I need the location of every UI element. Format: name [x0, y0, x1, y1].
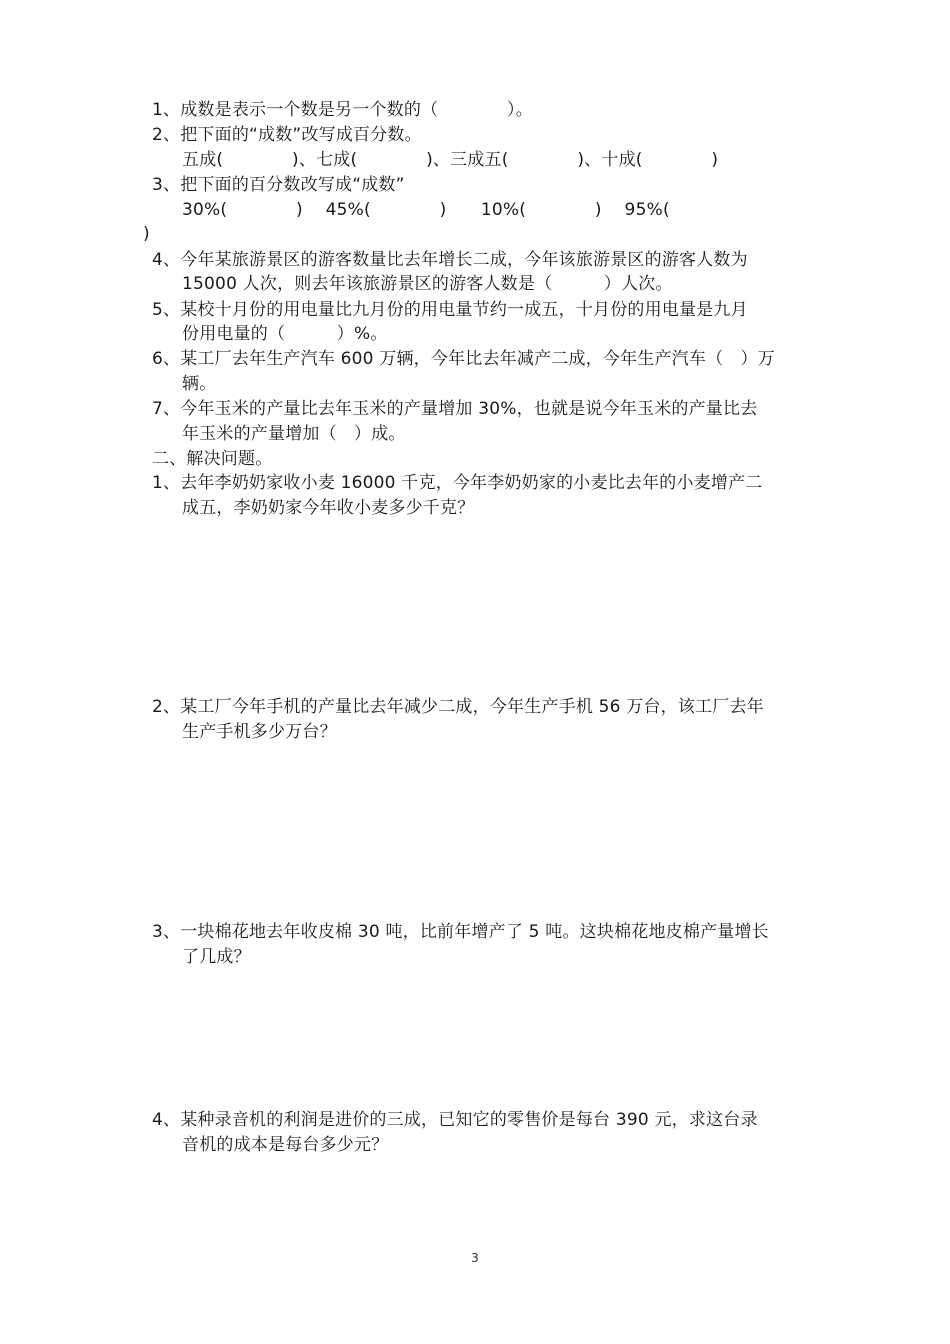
problem-3-line-2: 了几成？ — [182, 947, 251, 967]
fill-in-question-7-line-2: 年玉米的产量增加（ ）成。 — [182, 424, 406, 444]
fill-in-question-5-line-2: 份用电量的（ ）%。 — [182, 324, 388, 344]
problem-1-line-2: 成五，李奶奶家今年收小麦多少千克？ — [182, 498, 475, 518]
problem-4-line-2: 音机的成本是每台多少元？ — [182, 1135, 389, 1155]
fill-in-question-5-line-1: 5、某校十月份的用电量比九月份的用电量节约一成五，十月份的用电量是九月 — [152, 300, 748, 320]
fill-in-question-6-line-2: 辆。 — [182, 374, 217, 394]
fill-in-question-1: 1、成数是表示一个数是另一个数的（ ）。 — [152, 100, 533, 120]
problem-4-line-1: 4、某种录音机的利润是进价的三成，已知它的零售价是每台 390 元，求这台录 — [152, 1110, 758, 1130]
fill-in-question-2-prompt: 2、把下面的“成数”改写成百分数。 — [152, 125, 422, 145]
section-two-heading: 二、解决问题。 — [152, 449, 273, 469]
problem-1-line-1: 1、去年李奶奶家收小麦 16000 千克，今年李奶奶家的小麦比去年的小麦增产二 — [152, 473, 763, 493]
fill-in-question-4-line-2: 15000 人次，则去年该旅游景区的游客人数是（ ）人次。 — [182, 274, 673, 294]
fill-in-question-7-line-1: 7、今年玉米的产量比去年玉米的产量增加 30%，也就是说今年玉米的产量比去 — [152, 399, 758, 419]
fill-in-question-3-prompt: 3、把下面的百分数改写成“成数” — [152, 175, 405, 195]
fill-in-question-4-line-1: 4、今年某旅游景区的游客数量比去年增长二成，今年该旅游景区的游客人数为 — [152, 250, 748, 270]
fill-in-question-2-items: 五成( )、七成( )、三成五( )、十成( ) — [182, 150, 719, 170]
fill-in-question-6-line-1: 6、某工厂去年生产汽车 600 万辆，今年比去年减产二成，今年生产汽车（ ）万 — [152, 349, 775, 369]
fill-in-question-3-overflow: ) — [143, 224, 150, 244]
fill-in-question-3-items: 30%( ) 45%( ) 10%( ) 95%( — [182, 200, 670, 220]
page-number: 3 — [471, 1251, 479, 1265]
problem-2-line-1: 2、某工厂今年手机的产量比去年减少二成，今年生产手机 56 万台，该工厂去年 — [152, 697, 764, 717]
problem-3-line-1: 3、一块棉花地去年收皮棉 30 吨，比前年增产了 5 吨。这块棉花地皮棉产量增长 — [152, 922, 769, 942]
problem-2-line-2: 生产手机多少万台？ — [182, 722, 337, 742]
